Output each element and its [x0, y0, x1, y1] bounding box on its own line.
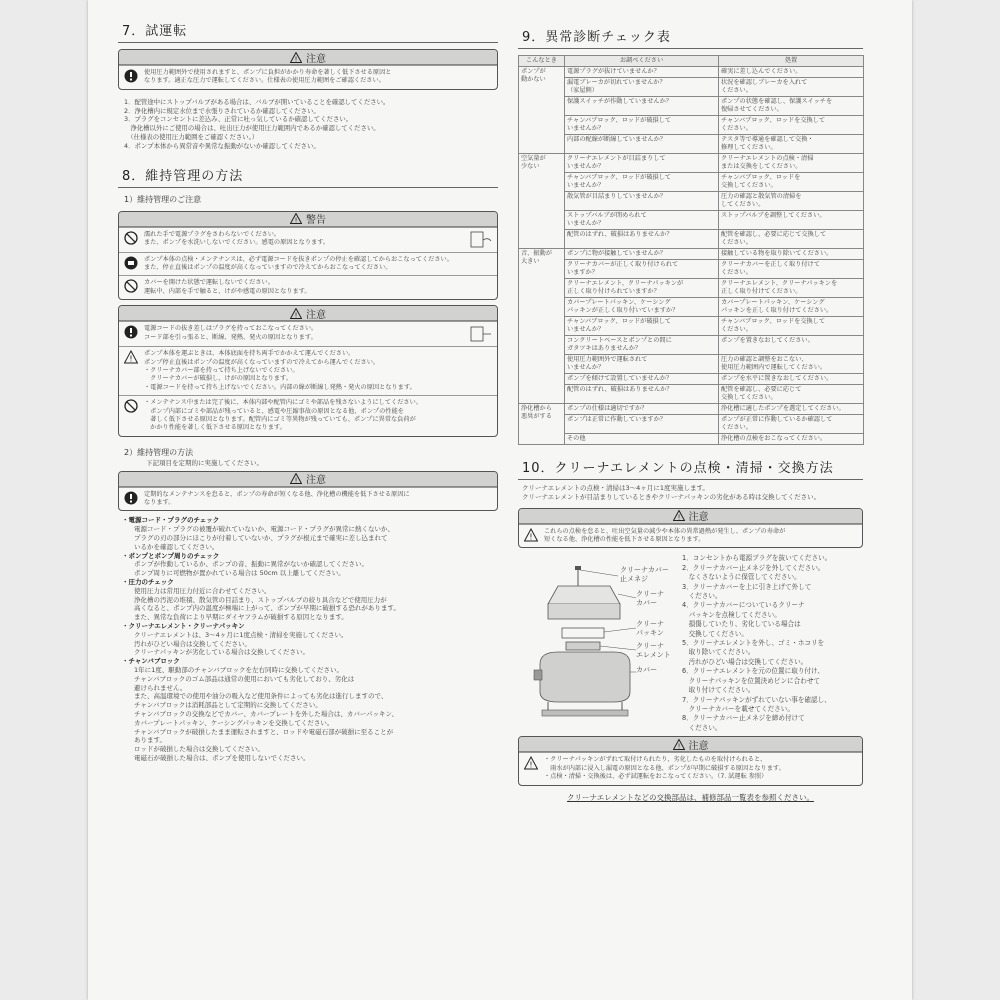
check-body: ポンプが作動しているか、ポンプの音、振動に異常がないか確認してください。 ポンプ周りに可燃物が置かれている場合は 50cm 以上離してください。 [134, 560, 368, 578]
svg-text:!: ! [677, 513, 680, 522]
warning-triangle-icon [124, 350, 138, 364]
sec8-warning-box [118, 211, 498, 301]
table-row [519, 230, 864, 249]
callout-cleaner-cover: クリーナ カバー [636, 590, 664, 608]
caution-row: 電源コードの抜き差しはプラグを持っておこなってください。 コード部を引っ張ると、断線、発熱、発火の原因となります。 [119, 321, 497, 346]
table-header: お調べください [565, 56, 719, 67]
remedy-cell: ポンプが正常に作動しているか確認して ください。 [719, 415, 864, 434]
remedy-cell: 圧力の確認と散気管の清掃を してください。 [719, 192, 864, 211]
cleaner-procedure [518, 554, 863, 732]
exclamation-circle-icon [124, 491, 138, 505]
sec7-steps: 1．配管途中にストップバルブがある場合は、バルブが開いていることを確認してください。 2．浄化槽内に規定水位まで水張りされているか確認してください。 3．プラグをコンセントに差込み、正常に吐っ気しているか確認してください。 浄化槽以外にご使用の場合は、吐出圧力が使用圧力範囲内であるか確認してください。 （仕様表の使用圧力範囲をご確認ください。） 4．ポンプ本体から異常音や異常な振動がないか確認してください。 [124, 97, 390, 150]
warning-triangle-icon [524, 528, 538, 542]
table-row [519, 355, 864, 374]
symptom-cell: 空気量が 少ない [519, 154, 565, 249]
callout-cover-screw: クリーナカバー 止メネジ [620, 566, 669, 584]
caution-heading: 注意 [306, 53, 326, 65]
callout-cleaner-packing: クリーナ パッキン [636, 620, 664, 638]
remedy-cell: カバープレートパッキン、ケーシング パッキンを正しく取り付けてください。 [719, 298, 864, 317]
sec8-sub2-note: 下記項目を定期的に実施してください。 [146, 458, 263, 467]
table-row [519, 192, 864, 211]
remedy-cell: 圧力の確認と調整をおこない、 使用圧力範囲内で運転してください。 [719, 355, 864, 374]
sec7-caution-text: 使用圧力範囲外で使用されますと、ポンプに負担がかかり寿命を著しく低下させる原因と なります。適正な圧力で運転してください。仕様表の使用圧力範囲をご確認ください。 [144, 69, 392, 85]
caution-heading: 注意 [688, 740, 709, 752]
sec10-intro: クリーナエレメントの点検・清掃は3～4ヶ月に1度実施します。 クリーナエレメントが目詰まりしているときやクリーナパッキンの劣化がある時は交換してください。 [522, 484, 821, 501]
check-body: 使用圧力は常用圧力付近に合わせてください。 浄化槽の汚泥の堆積、散気管の目詰まり、ストップバルブの絞り具合などで使用圧力が 高くなると、ポンプ内の温度が極端に上がって、ポンプが早期に破損する恐れがあります。 また、異常な負荷により早期にダイヤフラムが破損する原因となります。 [134, 586, 400, 622]
warning-triangle-icon [673, 739, 685, 750]
check-cell: カバープレートパッキン、ケーシング パッキンが正しく取り付いていますか？ [565, 298, 719, 317]
table-row [519, 97, 864, 116]
caution-row: ! ポンプ本体を運ぶときは、本体底面を持ち両手でかかえて運んでください。 ポンプ停止直後はポンプの温度が高くなっていますので冷えてから運んでください。 ・クリーナカバー部を持って持ち上げないでください。 クリーナカバーが破損し、けがの原因となります。 ・電源コードを持って持ち上げないでください。内部の線が断線し発熱・発火の原因となります。 [119, 346, 497, 395]
check-heading: ・チャンバブロック [122, 657, 180, 666]
check-cell: ポンプを傾けて設置していませんか？ [565, 374, 719, 385]
symptom-cell: 音、振動が 大きい [519, 249, 565, 404]
remedy-cell: チャンバブロック、ロッドを交換して ください。 [719, 317, 864, 336]
table-header: こんなとき [519, 56, 565, 67]
caution-heading: 注意 [306, 475, 326, 487]
check-cell: 内部の配線が断線していませんか？ [565, 135, 719, 154]
remedy-cell: 確実に差し込んでください。 [719, 67, 864, 78]
table-row [519, 260, 864, 279]
exclamation-circle-icon [124, 325, 138, 339]
table-row [519, 317, 864, 336]
unplug-icon [124, 256, 138, 270]
sec10-steps: 1．コンセントから電源プラグを抜いてください。 2．クリーナカバー止メネジを外してください。 なくさないように保管してください。 3．クリーナカバーを上に引き上げて外して ください。 4．クリーナカバーについているクリーナ パッキンを点検してください。 損傷していたり、劣化している場合は 交換してください。 5．クリーナエレメントを外し、ゴミ・ホコリを 取り除いてください。 汚れがひどい場合は交換してください。 6．クリーナエレメントを元の位置に取り付け、 クリーナパッキンを位置決めピンに合わせて 取り付けてください。 7．クリーナパッキンがずれていない事を確認し、 クリーナカバーを載せてください。 8．クリーナカバー止メネジを締め付けて ください。 [682, 554, 832, 732]
table-row [519, 404, 864, 415]
check-cell: クリーナエレメント、クリーナパッキンが 正しく取り付けられていますか？ [565, 279, 719, 298]
table-row [519, 116, 864, 135]
check-heading: ・圧力のチェック [122, 578, 174, 587]
table-row [519, 298, 864, 317]
remedy-cell: 状況を確認しブレーカを入れて ください。 [719, 78, 864, 97]
remedy-cell: 浄化槽に適したポンプを選定してください。 [719, 404, 864, 415]
check-cell: ポンプに物が接触していませんか？ [565, 249, 719, 260]
svg-text:!: ! [529, 760, 533, 770]
warning-triangle-icon [673, 510, 685, 521]
check-cell: チャンバブロック、ロッドが破損して いませんか？ [565, 173, 719, 192]
remedy-cell: クリーナカバーを正しく取り付けて ください。 [719, 260, 864, 279]
check-cell: その他 [565, 434, 719, 445]
table-row [519, 279, 864, 298]
right-column [518, 0, 863, 803]
warning-row: カバーを開けた状態で運転しないでください。 運転中、内部を手で触ると、けがや感電の原因となります。 [119, 275, 497, 299]
symptom-cell: ポンプが 動かない [519, 67, 565, 154]
sec10-caution-box: ! 注意 ! これらの点検を怠ると、吐出空気量の減少や本体の異常過熱が発生し、ポンプの寿命が 短くなる他、浄化槽の性能を低下させる原因となります。 [518, 508, 863, 549]
wet-hand-plug-icon [470, 231, 492, 249]
warning-triangle-icon [290, 213, 302, 224]
table-row [519, 434, 864, 445]
svg-text:!: ! [294, 311, 298, 319]
svg-text:!: ! [294, 476, 298, 485]
check-cell: 使用圧力範囲外で運転されて いませんか？ [565, 355, 719, 374]
warning-row: ポンプ本体の点検・メンテナンスは、必ず電源コードを抜きポンプの停止を確認してからおこなってください。 また、停止直後はポンプの温度が高くなっていますので冷えてからおこなってください。 [119, 252, 497, 276]
remedy-cell: 接触している物を取り除いてください。 [719, 249, 864, 260]
sec10-caution-box-2: ! 注意 ! ・クリーナパッキンがずれて取付けられたり、劣化したものを取付けられると、 雨水が内部に浸入し漏電の原因となる他、ポンプが早期に破損する原因となります。 ・点検・清掃・交換後は、必ず試運転をおこなってください。（7. 試運転 参照） [518, 736, 863, 785]
check-heading: ・ポンプとポンプ周りのチェック [122, 551, 220, 560]
check-cell: 散気管が目詰まりしていませんか？ [565, 192, 719, 211]
table-row [519, 336, 864, 355]
sec8-sub1: 1）維持管理のご注意 [124, 194, 202, 204]
check-body: 1年に1度、駆動部のチャンバブロックを左右同時に交換してください。 チャンバブロックのゴム部品は通常の使用においても劣化しており、劣化は 避けられません。 また、高温環境での使用や油分の吸入など使用条件によっても劣化は進行しますので、 チャンバブロックは消耗部品として定期的に交換してください。 チャンバブロックの交換などでカバー、カバープレートを外した場合は、カバーパッキン、 カバープレートパッキン、ケーシングパッキンを交換してください。 チャンバブロックが破損したまま運転されますと、ロッドや電磁石部が破損に至ることが あります。 ロッドが破損した場合は交換してください。 電磁石が破損した場合は、ポンプを使用しないでください。 [134, 666, 398, 762]
svg-text:!: ! [129, 354, 133, 364]
check-cell: ポンプの仕様は適切ですか？ [565, 404, 719, 415]
check-body: クリーナエレメントは、3～4ヶ月に1度点検・清掃を実施してください。 汚れがひどい場合は交換してください。 クリーナパッキンが劣化している場合は交換してください。 [134, 630, 348, 657]
check-cell: 配管のはずれ、破損はありませんか？ [565, 385, 719, 404]
maintenance-checks [118, 516, 498, 762]
plug-pull-icon [470, 325, 492, 343]
caution-heading: 注意 [688, 512, 709, 524]
caution-heading: 注意 [306, 309, 326, 321]
remedy-cell: ポンプを置きなおしてください。 [719, 336, 864, 355]
table-row [519, 135, 864, 154]
svg-text:!: ! [529, 532, 533, 542]
table-row [519, 78, 864, 97]
remedy-cell: 浄化槽の点検をおこなってください。 [719, 434, 864, 445]
parts-reference-note: クリーナエレメントなどの交換部品は、補修部品一覧表を参照ください。 [567, 792, 814, 802]
section-10-title: 10．クリーナエレメントの点検・清掃・交換方法 [518, 457, 863, 480]
remedy-cell: クリーナエレメント、クリーナパッキンを 正しく取り付けてください。 [719, 279, 864, 298]
prohibited-icon [124, 399, 138, 413]
remedy-cell: 配管を確認し、必要に応じて交換して ください。 [719, 230, 864, 249]
table-row [519, 211, 864, 230]
prohibited-icon [124, 231, 138, 245]
warning-triangle-icon [290, 308, 302, 319]
svg-text:!: ! [294, 216, 298, 225]
warning-heading: 警告 [306, 215, 326, 227]
table-row [519, 154, 864, 173]
prohibited-icon [124, 279, 138, 293]
table-row [519, 374, 864, 385]
check-heading: ・クリーナエレメント・クリーナパッキン [122, 622, 245, 631]
remedy-cell: 配管を確認し、必要に応じて 交換してください。 [719, 385, 864, 404]
warning-triangle-icon [290, 473, 302, 484]
sec7-caution-box [118, 49, 498, 90]
warning-triangle-icon [524, 756, 538, 770]
table-row [519, 385, 864, 404]
exclamation-circle-icon [124, 69, 138, 83]
section-9-title: 9．異常診断チェック表 [518, 26, 863, 49]
check-cell: ストップバルブが閉められて いませんか？ [565, 211, 719, 230]
check-cell: 漏電ブレーカが切れていませんか？ （家屋側） [565, 78, 719, 97]
check-heading: ・電源コード・プラグのチェック [122, 516, 220, 525]
diagnosis-table [518, 55, 864, 445]
callout-cleaner-element: クリーナ エレメント [636, 642, 671, 660]
section-7-title: 7．試運転 [118, 20, 498, 43]
remedy-cell: ポンプの状態を確認し、保護スイッチを 復帰させてください。 [719, 97, 864, 116]
check-cell: ポンプは正常に作動していますか？ [565, 415, 719, 434]
symptom-cell: 浄化槽から 悪臭がする [519, 404, 565, 445]
remedy-cell: チャンバブロック、ロッドを 交換してください。 [719, 173, 864, 192]
remedy-cell: クリーナエレメントの点検・清掃 または交換をしてください。 [719, 154, 864, 173]
remedy-cell: ポンプを水平に置きなおしてください。 [719, 374, 864, 385]
callout-cover: カバー [636, 666, 657, 675]
remedy-cell: ストップバルブを調整してください。 [719, 211, 864, 230]
check-cell: 電源プラグが抜けていませんか？ [565, 67, 719, 78]
remedy-cell: チャンバブロック、ロッドを交換して ください。 [719, 116, 864, 135]
warning-triangle-icon [290, 52, 302, 63]
check-cell: 保護スイッチが作動していませんか？ [565, 97, 719, 116]
sec8-maintenance-caution: ! 注意 定期的なメンテナンスを怠ると、ポンプの寿命が短くなる他、浄化槽の機能を低下させる原因に なります。 [118, 471, 498, 512]
check-cell: チャンバブロック、ロッドが破損して いませんか？ [565, 317, 719, 336]
section-8-title: 8．維持管理の方法 [118, 165, 498, 188]
check-cell: 配管のはずれ、破損はありませんか？ [565, 230, 719, 249]
table-row [519, 415, 864, 434]
table-row [519, 67, 864, 78]
left-column [118, 0, 498, 763]
check-cell: クリーナカバーが正しく取り付けられて いますか？ [565, 260, 719, 279]
check-cell: チャンバブロック、ロッドが破損して いませんか？ [565, 116, 719, 135]
svg-text:!: ! [677, 742, 680, 750]
check-cell: クリーナエレメントが目詰まりして いませんか？ [565, 154, 719, 173]
remedy-cell: テスタ等で導通を確認して交換・ 修理してください。 [719, 135, 864, 154]
svg-text:!: ! [294, 55, 298, 63]
check-cell: コンクリートベースとポンプとの間に ガタツキはありませんか？ [565, 336, 719, 355]
table-row [519, 173, 864, 192]
check-body: 電源コード・プラグの被覆が破れていないか、電源コード・プラグが異常に熱くないか、 プラグの刃の部分にほこりが付着していないか、プラグが根元まで確実に差し込まれて いるかを確認してください。 [134, 525, 394, 551]
table-header: 処置 [719, 56, 864, 67]
caution-row: ・メンテナンス中または完了後に、本体内部や配管内にゴミや部品を残さないようにしてください。 ポンプ内部にゴミや部品が残っていると、感電や圧縮事故の原因となる他、ポンプの性能を 著しく低下させる原因となります。配管内にゴミ等異物が残っていても、ポンプに異常な負荷が かかり性能を著しく低下させる原因となります。 [119, 395, 497, 436]
sec8-sub2: 2）維持管理の方法 [124, 447, 194, 457]
sec8-caution-box [118, 305, 498, 437]
table-row [519, 249, 864, 260]
warning-row: 濡れた手で電源プラグをさわらないでください。 また、ポンプを水洗いしないでください。感電の原因となります。 [119, 227, 497, 252]
